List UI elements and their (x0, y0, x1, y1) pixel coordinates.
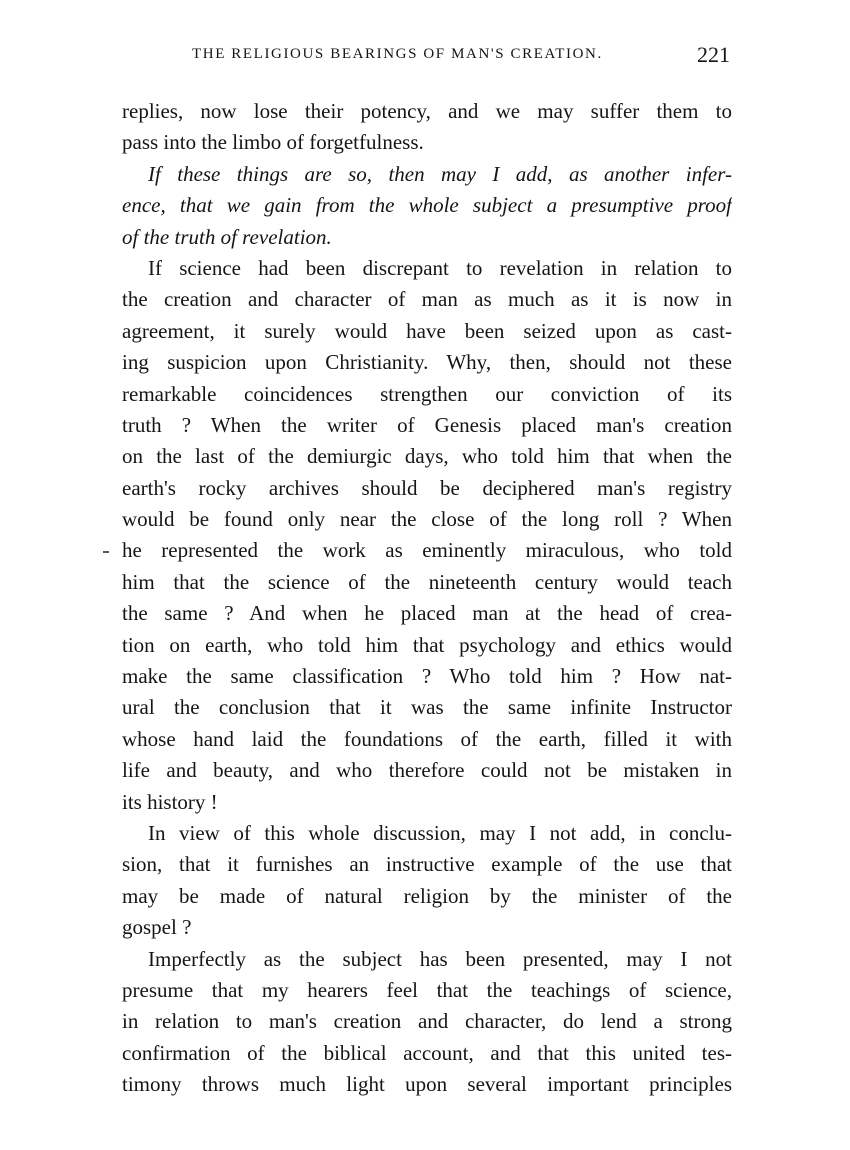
text-line: would be found only near the close of the long roll ? When (122, 507, 732, 532)
running-title: THE RELIGIOUS BEARINGS OF MAN'S CREATION. (192, 46, 603, 62)
italic-text-line: of the truth of revelation. (122, 224, 332, 249)
text-line: Imperfectly as the subject has been presented, may I not (148, 946, 732, 971)
text-line: whose hand laid the foundations of the earth, filled it with (122, 726, 732, 751)
text-line: remarkable coincidences strengthen our conviction of its (122, 381, 732, 406)
text-line: replies, now lose their potency, and we may suffer them to (122, 99, 732, 123)
text-line: ing suspicion upon Christianity. Why, then, should not these (122, 350, 732, 375)
text-line: earth's rocky archives should be deciphered man's registry (122, 475, 732, 500)
text-line: tion on earth, who told him that psychology and ethics would (122, 632, 732, 657)
text-line: the creation and character of man as much as it is now in (122, 287, 732, 312)
text-line: confirmation of the biblical account, and that this united tes- (122, 1040, 732, 1065)
text-line: life and beauty, and who therefore could not be mistaken in (122, 758, 732, 783)
text-line: If science had been discrepant to revelation in relation to (148, 255, 732, 280)
text-line: In view of this whole discussion, may I not add, in conclu- (148, 820, 732, 845)
text-line: he represented the work as eminently miraculous, who told (122, 538, 732, 563)
running-head (122, 42, 730, 72)
text-line: ural the conclusion that it was the same infinite Instructor (122, 695, 732, 720)
text-line: may be made of natural religion by the minister of the (122, 883, 732, 908)
text-line: on the last of the demiurgic days, who told him that when the (122, 444, 732, 469)
body-text (122, 96, 732, 1101)
text-line: timony throws much light upon several important principles (122, 1072, 732, 1097)
margin-mark (103, 551, 109, 553)
text-line: make the same classification ? Who told him ? How nat- (122, 664, 732, 689)
text-line: its history ! (122, 789, 218, 814)
text-line: him that the science of the nineteenth century would teach (122, 569, 732, 594)
text-line: agreement, it surely would have been seized upon as cast- (122, 318, 732, 343)
italic-text-line: ence, that we gain from the whole subject a presumptive proof (122, 193, 732, 218)
page-number: 221 (697, 42, 730, 67)
text-line: sion, that it furnishes an instructive example of the use that (122, 852, 732, 877)
italic-text-line: If these things are so, then may I add, as another infer- (148, 161, 732, 186)
text-line: the same ? And when he placed man at the head of crea- (122, 601, 732, 626)
text-line: presume that my hearers feel that the teachings of science, (122, 977, 732, 1002)
text-line: truth ? When the writer of Genesis placed man's creation (122, 412, 732, 437)
text-line: in relation to man's creation and character, do lend a strong (122, 1009, 732, 1034)
text-line: pass into the limbo of forgetfulness. (122, 130, 424, 155)
text-line: gospel ? (122, 915, 192, 940)
